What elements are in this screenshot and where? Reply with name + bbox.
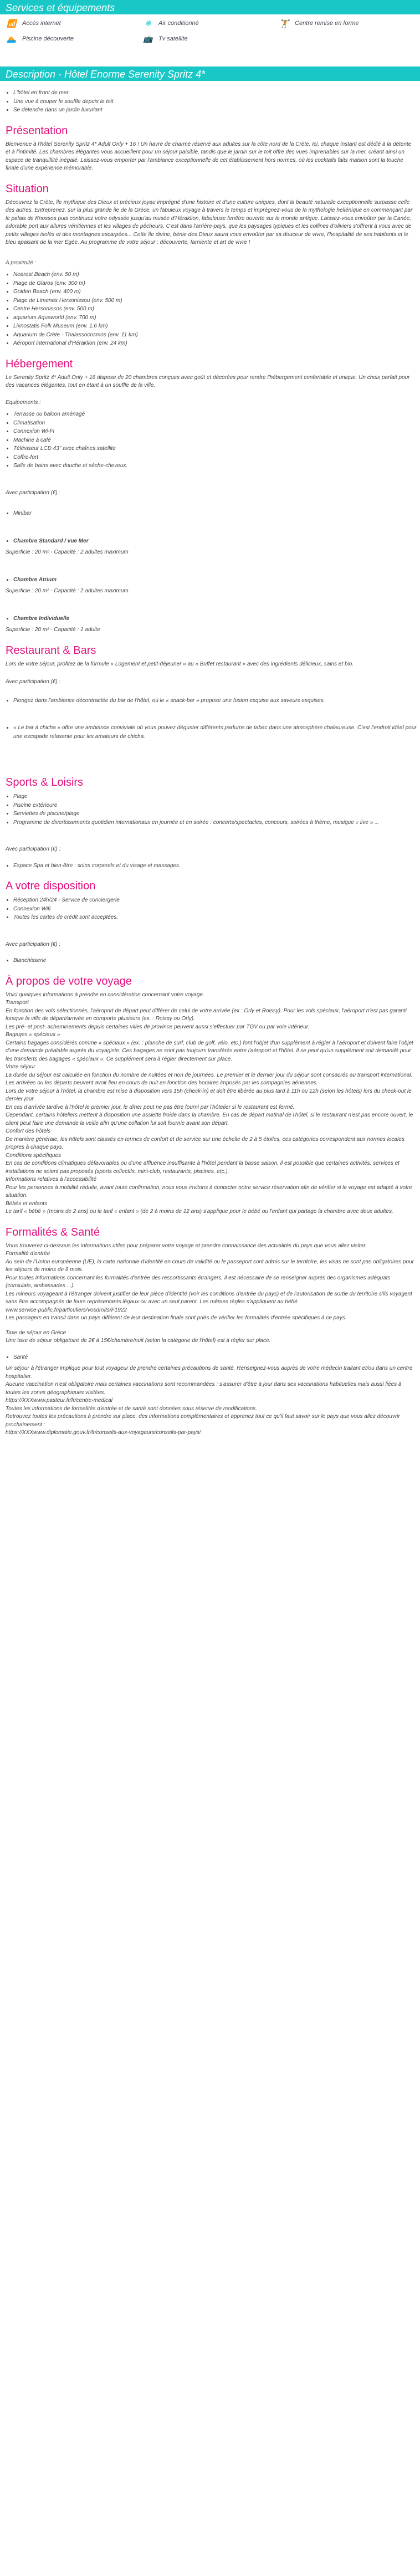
equipment-label: Air conditionné	[158, 20, 199, 27]
list-item: • Aéroport international d'Héraklion (env. 24 km)	[13, 339, 420, 348]
situation-title: Situation	[6, 182, 49, 195]
text-line: Conditions spécifiques	[6, 1152, 62, 1159]
equipment-label: Centre remise en forme	[295, 20, 359, 27]
pool-icon: 🏊	[7, 34, 17, 43]
list-item: • Lixnostatis Folk Museum (env. 1,6 km)	[13, 322, 420, 331]
nearby-list	[13, 270, 420, 348]
text-line: Les passagers en transit dans un pays différent de leur destination finale sont priés de vérifier les formalités d'entrée spécifiques à ce pays.	[6, 1315, 347, 1321]
text-line: Lors de votre séjour à l'hôtel, la chambre est mise à disposition vers 15h (check-in) et doit être libérée au plus tard à 11h ou 12h (selon les hôtels) lors du check-out le dernier jour.	[6, 1088, 412, 1102]
list-item: • Coffre-fort	[13, 453, 420, 462]
room-name: • Chambre Atrium	[13, 576, 420, 585]
equipment-grid	[0, 14, 420, 48]
text-line: Bagages « spéciaux »	[6, 1032, 60, 1038]
disposition-participation-label: Avec participation (€) :	[6, 941, 61, 948]
text-line: Le tarif « bébé » (moins de 2 ans) ou le tarif « enfant » (de 2 à moins de 12 ans) s'applique pour le bébé ou l'enfant qui partage la chambre avec deux adultes.	[6, 1208, 393, 1215]
room-surface: Superficie : 20 m² - Capacité : 1 adulte	[6, 627, 100, 633]
list-item: • Plage de Limenas Hersonissou (env. 500 m)	[13, 296, 420, 305]
fitness-icon: 🏋	[279, 18, 289, 28]
hebergement-title: Hébergement	[6, 357, 73, 370]
list-item: • Salle de bains avec douche et sèche-cheveux.	[13, 462, 420, 470]
text-line: Pour toutes informations concernant les formalités d'entrée des ressortissants étrangers, il est nécessaire de se renseigner auprès des organismes adéquats (consulats, ambassades ...).	[6, 1274, 391, 1289]
apropos-title: À propos de votre voyage	[6, 975, 132, 987]
text-line: Informations relatives à l'accessibilité	[6, 1176, 97, 1182]
text-line: Les mineurs voyageant à l'étranger doivent justifier de leur pièce d'identité (voir les conditions d'entrée du pays) et de l'autorisation de sortie du territoire s'ils voyagent sans être accompagnés de leurs représentants légaux ou avec un seul parent. Les mêmes règles s'appliquent au bébé.	[6, 1290, 412, 1305]
text-line: En cas de conditions climatiques défavorables ou d'une affluence insuffisante à l'hôtel pendant la basse saison, il est possible que certaines activités, services et installations ne soient pas proposés (sports collectifs, mini-club, restaurants, piscines, etc.).	[6, 1160, 399, 1175]
text-line: Un séjour à l'étranger implique pour tout voyageur de prendre certaines précautions de santé. Renseignez-vous auprès de votre médecin traitant et/ou dans un centre hospitalier.	[6, 1365, 413, 1380]
equipment-item	[6, 34, 142, 43]
highlights-list	[13, 89, 420, 115]
list-item: • Serviettes de piscine/plage	[13, 810, 420, 818]
restaurant-list	[13, 697, 420, 741]
text-line: Confort des hôtels	[6, 1128, 51, 1134]
description-bar: Description - Hôtel Enorme Serenity Spritz 4*	[0, 66, 420, 81]
text-line: Formalité d'entrée	[6, 1251, 50, 1257]
text-line: https://XXXwww.diplomatie.gouv.fr/fr/conseils-aux-voyageurs/conseils-par-pays/	[6, 1430, 201, 1436]
equipment-item	[142, 34, 278, 43]
equipment-label: Piscine découverte	[22, 35, 74, 42]
text-line: En fonction des vols sélectionnés, l'aéroport de départ peut différer de celui de votre arrivée (ex : Orly et Roissy). Pour les vols spéciaux, l'aéroport n'est pas garanti lorsque la ville de départ/arrivée en comporte plusieurs (ex. : Roissy ou Orly).	[6, 1007, 407, 1022]
text-line: Pour les personnes à mobilité réduite, avant toute confirmation, nous vous invitons à contacter notre service réservation afin de vérifier si le voyage est adapté à votre situation.	[6, 1184, 412, 1199]
hebergement-equip-label: Equipements :	[6, 399, 41, 406]
room-name: • Chambre Individuelle	[13, 614, 420, 623]
sante-text	[6, 1365, 414, 1437]
services-bar: Services et équipements	[0, 0, 420, 14]
list-item: • Blanchisserie	[13, 956, 420, 965]
list-item: • Nearest Beach (env. 50 m)	[13, 270, 420, 279]
list-item: • Connexion Wi-Fi	[13, 427, 420, 436]
sante-list	[13, 1353, 420, 1362]
sports-participation-label: Avec participation (€) :	[6, 846, 61, 852]
text-line: https://XXXwww.pasteur.fr/fr/centre-medical	[6, 1397, 113, 1404]
list-item: • L'hôtel en front de mer	[13, 89, 420, 98]
text-line: Les arrivées ou les départs peuvent avoir lieu en cours de nuit en fonction des horaires imposés par les compagnies aériennes.	[6, 1080, 318, 1086]
text-line: De manière générale, les hôtels sont classés en termes de confort et de service sur une échelle de 2 à 5 étoiles, ces catégories correspondent aux normes locales propres à chaque pays.	[6, 1136, 404, 1150]
presentation-text: Bienvenue à l'hôtel Serenity Spritz 4* Adult Only + 16 ! Un havre de charme réservé aux adultes sur la côte nord de la Crète. Ici, chaque instant est dédié à la détente et à l'intimité. Les chambres élégantes vous accueillent pour un séjour paisible, tandis que le jardin sur le toit offre des vues imprenables sur la mer, créant ainsi un espace de tranquillité inégalé. Laissez-vous emporter par l'ambiance exceptionnelle de cet établissement hors normes, où les cocktails faits maison sont la touche finale d'une expérience mémorable.	[6, 141, 412, 171]
room-name-list	[13, 614, 420, 623]
text-line: Cependant, certains hôteliers mettent à disposition une assiette froide dans la chambre. En cas de départ matinal de l'hôtel, si le restaurant n'est pas encore ouvert, le client peut faire une demande la veille afin qu'une collation lui soit fournie avant son départ.	[6, 1112, 413, 1126]
equipment-item	[278, 19, 414, 28]
list-item: • aquarium Aquaworld (env. 700 m)	[13, 314, 420, 322]
room-surface: Superficie : 20 m² - Capacité : 2 adultes maximum	[6, 588, 129, 594]
apropos-text	[6, 991, 414, 1216]
hebergement-participation-list	[13, 509, 420, 518]
list-item: • Espace Spa et bien-être : soins corporels et du visage et massages.	[13, 862, 420, 870]
text-line: Retrouvez toutes les précautions à prendre sur place, des informations complémentaires et apprenez tout ce qu'il faut savoir sur le pays que vous allez découvrir prochainement :	[6, 1414, 400, 1428]
hebergement-equip-list	[13, 410, 420, 470]
list-item: • Piscine extérieure	[13, 801, 420, 810]
room-name-list	[13, 537, 420, 546]
text-line: Aucune vaccination n'est obligatoire mais certaines vaccinations sont recommandées ; s'assurer d'être à jour dans ses vaccinations habituelles mais aussi liées à toutes les zones géographiques visitées.	[6, 1381, 402, 1396]
list-item: • Connexion Wifi	[13, 905, 420, 914]
text-line: Vous trouverez ci-dessous les informations utiles pour préparer votre voyage et prendre connaissance des actualités du pays que vous allez visiter.	[6, 1242, 367, 1249]
text-line: Toutes les informations de formalités d'entrée et de santé sont données sous réserve de modifications.	[6, 1405, 258, 1412]
text-line: Certains bagages considérés comme « spéciaux » (ex. : planche de surf, club de golf, vélo, etc.) font l'objet d'un supplément à régler à l'aéroport et doivent faire l'objet d'une demande préalable auprès du voyagiste. Ces bagages ne sont pas toujours transférés entre l'aéroport et l'hôtel. Il se peut qu'un supplément soit demandé pour les transferts des bagages « spéciaux ». Ce supplément sera à régler directement sur place.	[6, 1039, 413, 1062]
text-line: Bébés et enfants	[6, 1200, 48, 1207]
list-item: • Machine à café	[13, 436, 420, 445]
sports-paid-list	[13, 862, 420, 870]
text-line: Taxe de séjour en Grèce	[6, 1329, 66, 1336]
text-line: Transport	[6, 1000, 29, 1006]
room-surface: Superficie : 20 m² - Capacité : 2 adultes maximum	[6, 549, 129, 555]
text-line: Les pré- et post- acheminements depuis certaines villes de province peuvent aussi s'effectuer par TGV ou par voie intérieur.	[6, 1023, 310, 1030]
restaurant-title: Restaurant & Bars	[6, 644, 96, 657]
list-item: • Toutes les cartes de crédit sont acceptées.	[13, 913, 420, 922]
list-item: • Plage de Glaros (env. 300 m)	[13, 279, 420, 288]
list-item: • Plage	[13, 792, 420, 801]
sports-list	[13, 792, 420, 827]
list-item: • Golden Beach (env. 400 m)	[13, 288, 420, 296]
equipment-label: Accès internet	[22, 20, 61, 27]
equipment-item	[6, 19, 142, 28]
list-item: • Une vue à couper le souffle depuis le toit	[13, 98, 420, 106]
list-item: • Centre Hersonissos (env. 500 m)	[13, 305, 420, 314]
hebergement-participation-label: Avec participation (€) :	[6, 489, 61, 496]
list-item: • Réception 24h/24 - Service de conciergerie	[13, 896, 420, 905]
presentation-title: Présentation	[6, 124, 68, 137]
snowflake-icon: ❄	[145, 18, 151, 28]
wifi-icon: 📶	[7, 18, 17, 28]
text-line: Voici quelques informations à prendre en considération concernant votre voyage.	[6, 991, 204, 998]
equipment-item	[142, 19, 278, 28]
hebergement-text: Le Serenity Spritz 4* Adult Only + 16 dispose de 20 chambres conçues avec goût et décorées pour rendre l'hébergement confortable et unique. Un choix parfait pour des vacances élégantes, tout en étant à un souffle de la ville.	[6, 374, 410, 388]
disposition-paid-list	[13, 956, 420, 965]
list-item: • Se détendre dans un jardin luxuriant	[13, 106, 420, 115]
room-name-list	[13, 576, 420, 585]
formalites-text	[6, 1242, 414, 1345]
sante-label: • Santé	[13, 1353, 420, 1362]
formalites-title: Formalités & Santé	[6, 1226, 100, 1238]
text-line: Votre séjour	[6, 1064, 35, 1070]
sports-title: Sports & Loisirs	[6, 776, 84, 788]
list-item: • Programme de divertissements quotidien internationaux en journée et en soirée : concerts/spectacles, concours, soirées à thème, musique « live » ...	[13, 818, 420, 827]
tv-icon: 📺	[143, 34, 153, 43]
list-item: • Minibar	[13, 509, 420, 518]
room-name: • Chambre Standard / vue Mer	[13, 537, 420, 546]
restaurant-text: Lors de votre séjour, profitez de la formule « Logement et petit-déjeuner » au « Buffet restaurant » avec des ingrédients délicieux, sains et bio.	[6, 660, 354, 667]
text-line: En cas d'arrivée tardive à l'hôtel le premier jour, le dîner peut ne pas être fourni par l'hôtelier si le restaurant est fermé.	[6, 1104, 295, 1110]
rooms-block	[0, 537, 420, 634]
list-item: • « Le bar à chicha » offre une ambiance conviviale où vous pouvez déguster différents parfums de tabac dans une atmosphère chaleureuse. C'est l'endroit idéal pour une escapade relaxante pour les amateurs de chicha.	[13, 724, 420, 741]
situation-text: Découvrez la Crète, île mythique des Dieux et précieux joyau imprégné d'une histoire et d'une culture uniques, dont la beauté naturelle exceptionnelle surpasse celle des autres. Entreprenez, sur la plus grande île de la Grèce, un fabuleux voyage à travers le temps et imprégnez-vous de la mythologie hellénique en commençant par le palais de Knossos puis continuez votre odyssée jusqu'au musée d'Héraklion, fabuleuse fenêtre ouverte sur le monde antique. Laissez-vous envoûter par la Canée, adorable port aux allures vénitiennes et les villages de pêcheurs. C'est dans l'arrière-pays, que les paysages typiques et les collines d'oliviers s'offrent à vous avec de petits villages isolés et des montagnes escarpées... Cette île divine, bénie des Dieux saura vous envoûter par sa douceur de vivre, l'hospitalité de ses habitants et le bleu apaisant de la mer Égée. Au programme de votre séjour : découverte, farniente et art de vivre !	[6, 199, 413, 245]
list-item: • Climatisation	[13, 419, 420, 428]
list-item: • Téléviseur LCD 43" avec chaînes satellite	[13, 444, 420, 453]
text-line: La durée du séjour est calculée en fonction du nombre de nuitées et non de journées. Le premier et le dernier jour du séjour sont consacrés au transport international.	[6, 1072, 413, 1078]
text-line	[6, 1323, 414, 1329]
equipment-label: Tv satellite	[158, 35, 188, 42]
nearby-label: A proximité :	[6, 259, 37, 266]
list-item: • Plongez dans l'ambiance décontractée du bar de l'hôtel, où le « snack-bar » propose une fusion exquise aux saveurs exquises.	[13, 697, 420, 705]
list-item: • Aquarium de Crète - Thalassocosmos (env. 11 km)	[13, 331, 420, 340]
text-line: www.service-public.fr/particuliers/vosdroits/F1922	[6, 1307, 127, 1313]
restaurant-participation-label: Avec participation (€) :	[6, 679, 61, 685]
disposition-title: A votre disposition	[6, 880, 96, 892]
list-item: • Terrasse ou balcon aménagé	[13, 410, 420, 419]
text-line: Au sein de l'Union européenne (UE), la carte nationale d'identité en cours de validité ou le passeport sont admis sur le territoire, les visas ne sont pas obligatoires pour les séjours de moins de 6 mois.	[6, 1258, 414, 1273]
text-line: Une taxe de séjour obligatoire de 2€ à 15€/chambre/nuit (selon la catégorie de l'hôtel) est à régler sur place.	[6, 1338, 271, 1344]
disposition-list	[13, 896, 420, 922]
